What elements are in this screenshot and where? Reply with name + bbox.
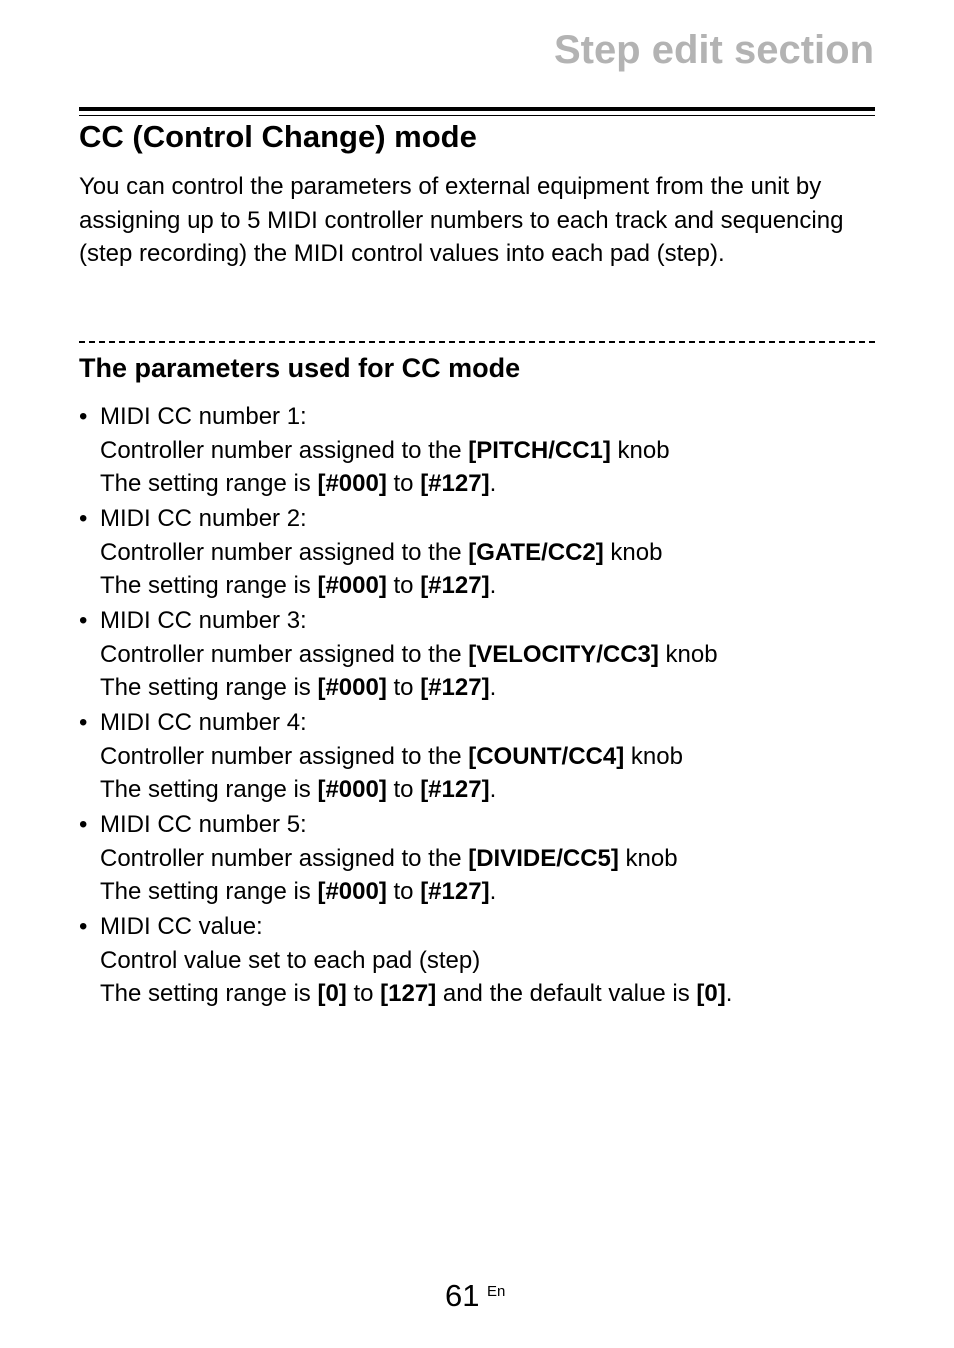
subheading: The parameters used for CC mode [79, 353, 521, 383]
param-range: The setting range is [0] to [127] and the default value is [0]. [100, 980, 733, 1007]
param-name: MIDI CC number 5: [100, 811, 307, 838]
bullet: • [79, 403, 88, 430]
param-assignment: Controller number assigned to the [PITCH/CC1] knob [100, 436, 670, 464]
param-name: MIDI CC number 4: [100, 709, 307, 736]
page-heading: CC (Control Change) mode [79, 119, 477, 154]
param-assignment: Controller number assigned to the [COUNT/CC4] knob [100, 742, 683, 770]
list-item [79, 400, 879, 501]
knob-name: [DIVIDE/CC5] [468, 844, 619, 872]
param-name: MIDI CC number 1: [100, 403, 307, 430]
heading-rule-thin [79, 115, 875, 116]
param-range: The setting range is [#000] to [#127]. [100, 572, 497, 599]
section-title: Step edit section [553, 28, 874, 72]
param-assignment: Controller number assigned to the [VELOCITY/CC3] knob [100, 640, 718, 668]
param-range: The setting range is [#000] to [#127]. [100, 674, 497, 701]
list-item [79, 706, 879, 807]
param-range: The setting range is [#000] to [#127]. [100, 878, 497, 905]
param-range: The setting range is [#000] to [#127]. [100, 776, 497, 803]
param-name: MIDI CC number 2: [100, 505, 307, 532]
knob-name: [PITCH/CC1] [468, 436, 611, 464]
parameter-list [79, 400, 879, 1012]
knob-name: [VELOCITY/CC3] [468, 640, 659, 668]
knob-name: [GATE/CC2] [468, 538, 604, 566]
param-name: MIDI CC number 3: [100, 607, 307, 634]
param-description: Control value set to each pad (step) [100, 946, 481, 974]
bullet: • [79, 811, 88, 838]
param-range: The setting range is [#000] to [#127]. [100, 470, 497, 497]
list-item [79, 910, 879, 1011]
bullet: • [79, 709, 88, 736]
bullet: • [79, 607, 88, 634]
page-language: En [487, 1283, 506, 1300]
page-number: 61 [445, 1278, 480, 1313]
heading-rule-thick [79, 107, 875, 111]
bullet: • [79, 505, 88, 532]
param-assignment: Controller number assigned to the [GATE/CC2] knob [100, 538, 663, 566]
bullet: • [79, 913, 88, 940]
list-item [79, 808, 879, 909]
dashed-divider [79, 341, 875, 343]
knob-name: [COUNT/CC4] [468, 742, 625, 770]
param-name: MIDI CC value: [100, 913, 263, 940]
list-item [79, 604, 879, 705]
param-assignment: Controller number assigned to the [DIVIDE/CC5] knob [100, 844, 678, 872]
list-item [79, 502, 879, 603]
intro-paragraph: You can control the parameters of external equipment from the unit by assigning up to 5 MIDI controller numbers to each track and sequencing (step recording) the MIDI control values into each pad (step). [79, 173, 844, 267]
